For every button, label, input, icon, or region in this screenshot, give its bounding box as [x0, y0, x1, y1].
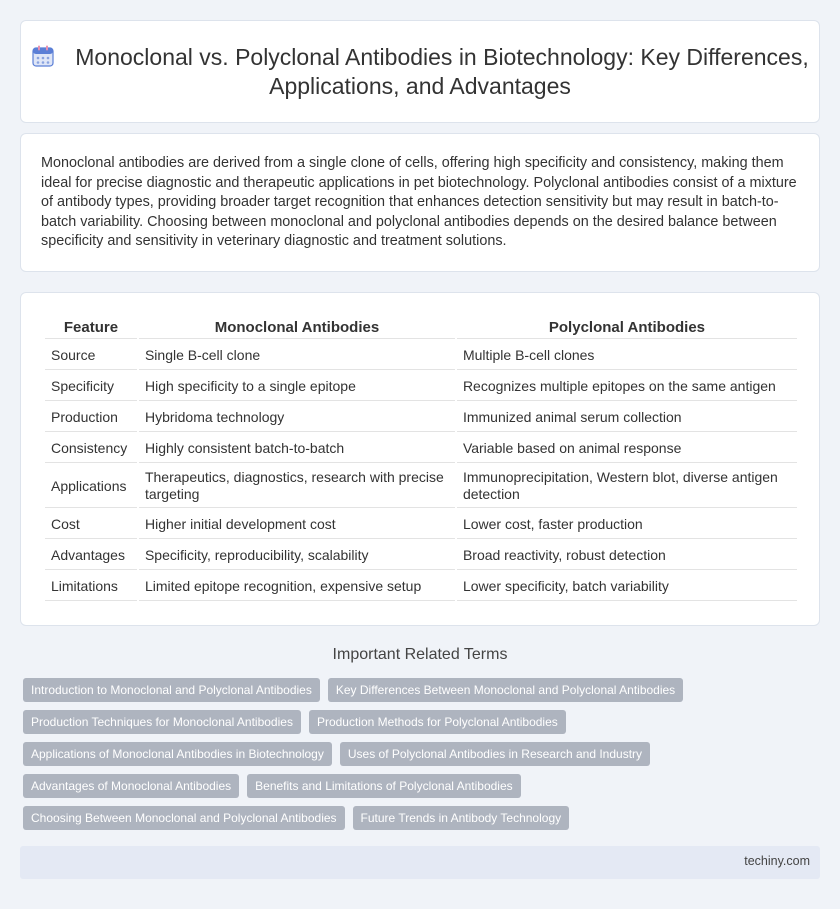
feature-cell: Consistency	[45, 434, 137, 463]
comparison-table	[43, 313, 799, 603]
polyclonal-cell: Variable based on animal response	[457, 434, 797, 463]
footer-site-link[interactable]: techiny.com	[744, 854, 810, 868]
table-row	[45, 572, 797, 601]
header-monoclonal: Monoclonal Antibodies	[139, 315, 455, 339]
related-term-link[interactable]: Applications of Monoclonal Antibodies in Biotechnology	[23, 742, 332, 766]
monoclonal-cell: Hybridoma technology	[139, 403, 455, 432]
feature-cell: Limitations	[45, 572, 137, 601]
related-term-link[interactable]: Production Methods for Polyclonal Antibodies	[309, 710, 566, 734]
polyclonal-cell: Immunoprecipitation, Western blot, diverse antigen detection	[457, 465, 797, 508]
tag-row	[23, 710, 823, 742]
feature-cell: Advantages	[45, 541, 137, 570]
related-term-link[interactable]: Production Techniques for Monoclonal Antibodies	[23, 710, 301, 734]
related-terms-title: Important Related Terms	[332, 646, 508, 663]
table-row	[45, 403, 797, 432]
intro-card	[20, 133, 820, 272]
related-term-link[interactable]: Uses of Polyclonal Antibodies in Research and Industry	[340, 742, 650, 766]
monoclonal-cell: Higher initial development cost	[139, 510, 455, 539]
polyclonal-cell: Multiple B-cell clones	[457, 341, 797, 370]
header-polyclonal: Polyclonal Antibodies	[457, 315, 797, 339]
polyclonal-cell: Lower specificity, batch variability	[457, 572, 797, 601]
related-term-link[interactable]: Choosing Between Monoclonal and Polyclonal Antibodies	[23, 806, 345, 830]
header-feature: Feature	[45, 315, 137, 339]
polyclonal-cell: Recognizes multiple epitopes on the same antigen	[457, 372, 797, 401]
related-term-link[interactable]: Benefits and Limitations of Polyclonal Antibodies	[247, 774, 521, 798]
related-term-link[interactable]: Future Trends in Antibody Technology	[353, 806, 570, 830]
footer	[20, 846, 820, 879]
feature-cell: Applications	[45, 465, 137, 508]
polyclonal-cell: Broad reactivity, robust detection	[457, 541, 797, 570]
table-row	[45, 372, 797, 401]
table-row	[45, 434, 797, 463]
polyclonal-cell: Immunized animal serum collection	[457, 403, 797, 432]
feature-cell: Production	[45, 403, 137, 432]
title-card	[20, 20, 820, 123]
feature-cell: Specificity	[45, 372, 137, 401]
related-term-link[interactable]: Advantages of Monoclonal Antibodies	[23, 774, 239, 798]
feature-cell: Cost	[45, 510, 137, 539]
tag-row	[23, 806, 823, 838]
related-term-link[interactable]: Key Differences Between Monoclonal and Polyclonal Antibodies	[328, 678, 683, 702]
calendar-icon	[31, 44, 55, 68]
monoclonal-cell: High specificity to a single epitope	[139, 372, 455, 401]
table-row	[45, 510, 797, 539]
related-term-link[interactable]: Introduction to Monoclonal and Polyclonal Antibodies	[23, 678, 320, 702]
page-title: Monoclonal vs. Polyclonal Antibodies in Biotechnology: Key Differences, Applications, and Advantages	[75, 44, 809, 99]
table-row	[45, 541, 797, 570]
table-header-row	[45, 315, 797, 339]
table-row	[45, 465, 797, 508]
comparison-table-card	[20, 292, 820, 626]
monoclonal-cell: Single B-cell clone	[139, 341, 455, 370]
intro-paragraph: Monoclonal antibodies are derived from a single clone of cells, offering high specificity and consistency, making them ideal for precise diagnostic and therapeutic applications in pet biotechnology. Polyclonal antibodies consist of a mixture of antibody types, providing broader target recognition that enhances detection sensitivity but may result in batch-to-batch variability. Choosing between monoclonal and polyclonal antibodies depends on the desired balance between specificity and sensitivity in veterinary diagnostic and treatment solutions.	[41, 155, 797, 250]
feature-cell: Source	[45, 341, 137, 370]
page-title-wrap	[21, 43, 819, 101]
monoclonal-cell: Limited epitope recognition, expensive setup	[139, 572, 455, 601]
polyclonal-cell: Lower cost, faster production	[457, 510, 797, 539]
tag-row	[23, 742, 823, 774]
tag-row	[23, 774, 823, 806]
tag-row	[23, 678, 823, 710]
related-terms-tags	[23, 678, 823, 838]
table-row	[45, 341, 797, 370]
monoclonal-cell: Therapeutics, diagnostics, research with precise targeting	[139, 465, 455, 508]
monoclonal-cell: Specificity, reproducibility, scalability	[139, 541, 455, 570]
monoclonal-cell: Highly consistent batch-to-batch	[139, 434, 455, 463]
